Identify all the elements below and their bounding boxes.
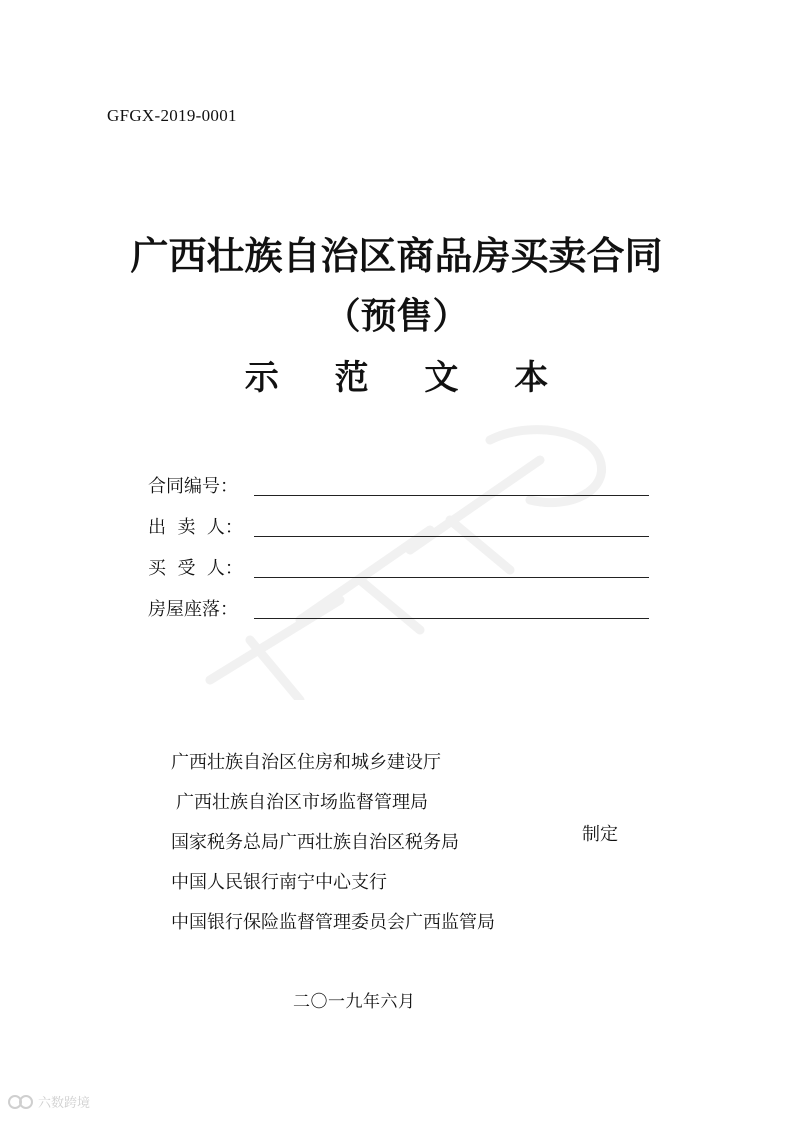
issuer-item: 中国人民银行南宁中心支行 (171, 872, 387, 893)
corner-watermark (8, 1092, 90, 1111)
field-buyer (148, 539, 649, 580)
seller-blank[interactable] (254, 515, 649, 537)
field-label: 合同编号： (148, 476, 238, 497)
contract-number-blank[interactable] (254, 474, 649, 496)
issuer-item: 广西壮族自治区市场监督管理局 (176, 792, 428, 813)
buyer-blank[interactable] (254, 556, 649, 578)
document-code: GFGX-2019-0001 (107, 106, 237, 125)
field-label: 出 卖 人： (148, 517, 243, 538)
field-contract-number (148, 457, 649, 498)
made-label: 制定 (582, 824, 618, 845)
field-seller (148, 498, 649, 539)
issuer-item: 国家税务总局广西壮族自治区税务局 (171, 832, 459, 853)
field-house-location (148, 580, 649, 621)
field-label: 买 受 人： (148, 558, 243, 579)
issue-date: 二〇一九年六月 (293, 992, 416, 1012)
document-subtitle: （预售） (324, 295, 469, 337)
watermark-logo-icon (8, 1093, 34, 1111)
document-text-type: 示 范 文 本 (244, 358, 571, 398)
contract-fields (148, 457, 649, 621)
document-title: 广西壮族自治区商品房买卖合同 (130, 233, 663, 278)
issuer-item: 中国银行保险监督管理委员会广西监管局 (171, 912, 495, 933)
field-label: 房屋座落： (148, 599, 238, 620)
issuing-authorities (171, 743, 495, 943)
issuer-item: 广西壮族自治区住房和城乡建设厅 (171, 752, 441, 773)
house-location-blank[interactable] (254, 597, 649, 619)
watermark-text: 六数跨境 (38, 1096, 91, 1111)
